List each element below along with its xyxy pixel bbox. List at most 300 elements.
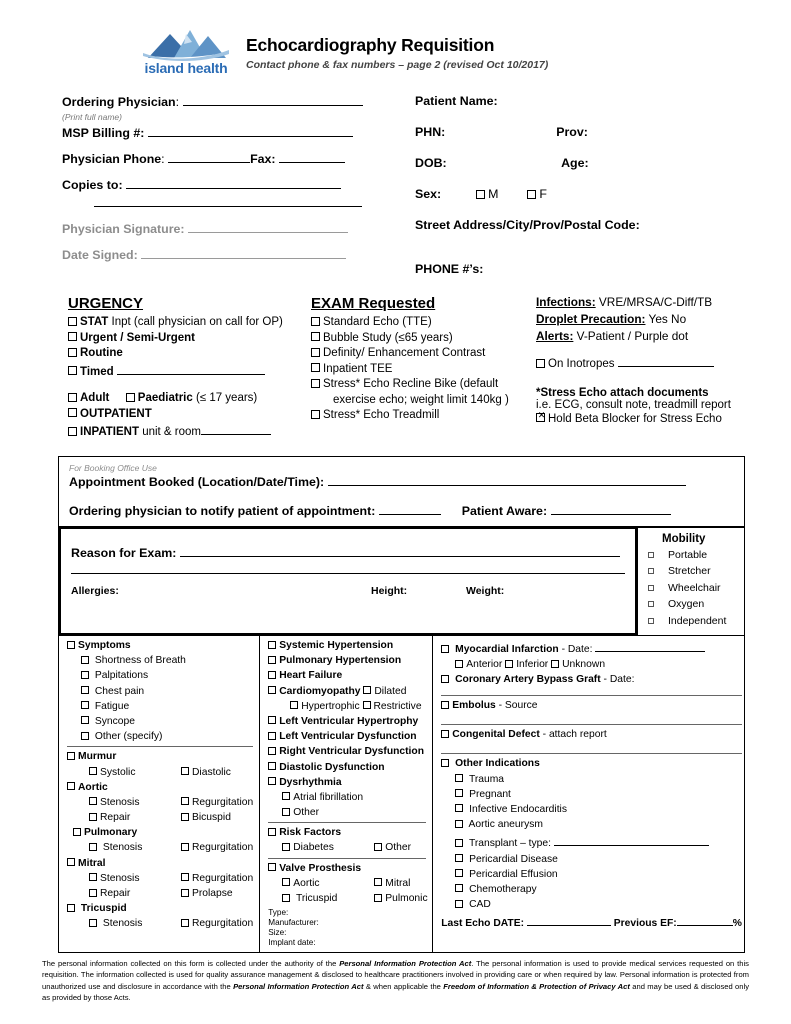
pulmonary-regurgitation-checkbox[interactable] xyxy=(181,843,189,851)
other-transplant-checkbox[interactable] xyxy=(455,839,463,847)
copies-to-label: Copies to: xyxy=(62,178,123,192)
myocardial-infarction-checkbox[interactable] xyxy=(441,645,449,653)
murmur-heading-row[interactable] xyxy=(67,751,253,762)
urgency-column xyxy=(68,295,311,442)
valve-manufacturer-label[interactable]: Manufacturer: xyxy=(268,918,319,928)
mobility-oxygen-checkbox[interactable] xyxy=(648,601,654,607)
sex-female-checkbox[interactable] xyxy=(527,190,536,199)
urgency-urgent-checkbox[interactable] xyxy=(68,332,77,341)
exam-bubble-study[interactable] xyxy=(311,332,536,344)
embolus-label: Embolus xyxy=(452,700,496,712)
allergies-label: Allergies: xyxy=(71,584,119,597)
other-indications-heading: Other Indications xyxy=(455,758,540,770)
valve-type-label[interactable]: Type: xyxy=(268,908,289,918)
mitral-regurgitation-label: Regurgitation xyxy=(192,872,254,884)
dob-row xyxy=(415,156,746,170)
dysrhythmia[interactable] xyxy=(268,777,426,788)
systemic-hypertension-checkbox[interactable] xyxy=(268,641,276,649)
aortic-repair-label: Repair xyxy=(100,812,131,824)
cardiomyopathy-row xyxy=(268,686,426,697)
reason-for-exam-row xyxy=(71,545,625,560)
valve-aortic-checkbox[interactable] xyxy=(282,878,290,886)
booking-office-box xyxy=(58,456,745,527)
pulmonary-hypertension[interactable] xyxy=(268,655,426,666)
embolus-row xyxy=(441,700,742,711)
risk-factors-checkbox[interactable] xyxy=(268,828,276,836)
date-signed-row xyxy=(62,247,397,262)
cardiomyopathy-dilated-checkbox[interactable] xyxy=(363,686,371,694)
dysrhythmia-other[interactable] xyxy=(268,807,426,818)
exam-definity-label: Definity/ Enhancement Contrast xyxy=(323,347,486,359)
age-label: Age: xyxy=(561,156,589,170)
symptoms-column xyxy=(59,636,260,952)
diastolic-dysfunction-checkbox[interactable] xyxy=(268,762,276,770)
mobility-box xyxy=(638,527,745,637)
symptom-sob-label: Shortness of Breath xyxy=(94,655,186,667)
other-endocarditis[interactable] xyxy=(441,804,742,815)
symptom-other-checkbox[interactable] xyxy=(81,732,89,740)
mitral-checkbox[interactable] xyxy=(67,858,75,866)
other-cad[interactable] xyxy=(441,899,742,910)
dysrhythmia-afib[interactable] xyxy=(268,792,426,803)
congenital-defect-note: - attach report xyxy=(539,729,607,741)
valve-row-2 xyxy=(268,893,426,904)
inpatient-note: unit & room xyxy=(139,426,201,438)
mitral-regurgitation-checkbox[interactable] xyxy=(181,873,189,881)
mi-inferior-checkbox[interactable] xyxy=(505,660,513,668)
msp-billing-input[interactable] xyxy=(148,125,353,137)
stress-echo-sub: i.e. ECG, consult note, treadmill report xyxy=(536,398,731,411)
exam-heading: EXAM Requested xyxy=(311,295,436,312)
alerts-label: Alerts: xyxy=(536,329,574,343)
aortic-regurgitation-label: Regurgitation xyxy=(192,796,254,808)
systemic-hypertension-label: Systemic Hypertension xyxy=(279,640,394,651)
reason-for-exam-label: Reason for Exam: xyxy=(71,545,177,560)
heart-failure-checkbox[interactable] xyxy=(268,671,276,679)
symptom-syncope-label: Syncope xyxy=(94,715,135,727)
mobility-oxygen[interactable] xyxy=(648,598,738,610)
exam-definity-checkbox[interactable] xyxy=(311,348,320,357)
other-chemotherapy-label: Chemotherapy xyxy=(469,883,537,895)
prov-label: Prov: xyxy=(556,125,588,139)
mi-unknown-checkbox[interactable] xyxy=(551,660,559,668)
exam-standard-echo[interactable] xyxy=(311,316,536,328)
other-pericardial-disease[interactable] xyxy=(441,854,742,865)
other-indications-checkbox[interactable] xyxy=(441,759,449,767)
valve-size-label[interactable]: Size: xyxy=(268,928,287,938)
infections-column xyxy=(536,295,751,442)
mobility-portable[interactable] xyxy=(648,549,738,561)
physician-phone-label: Physician Phone xyxy=(62,152,162,166)
mobility-independent-label: Independent xyxy=(668,614,727,627)
aortic-stenosis-checkbox[interactable] xyxy=(89,797,97,805)
exam-standard-echo-checkbox[interactable] xyxy=(311,317,320,326)
murmur-checkbox[interactable] xyxy=(67,752,75,760)
previous-ef-input[interactable] xyxy=(677,914,733,926)
date-signed-input[interactable] xyxy=(141,247,346,259)
reason-for-exam-box xyxy=(58,527,638,637)
mitral-prolapse-label: Prolapse xyxy=(192,888,233,899)
other-transplant-label: Transplant – type: xyxy=(468,838,551,850)
sex-male-checkbox[interactable] xyxy=(476,190,485,199)
mobility-independent[interactable] xyxy=(648,615,738,627)
aortic-regurgitation-checkbox[interactable] xyxy=(181,797,189,805)
lv-hypertrophy[interactable] xyxy=(268,716,426,727)
divider-cabg-embolus xyxy=(441,695,742,696)
urgency-stat[interactable] xyxy=(68,316,311,328)
mobility-portable-checkbox[interactable] xyxy=(648,552,654,558)
mobility-wheelchair[interactable] xyxy=(648,582,738,594)
valve-implant-date-label[interactable]: Implant date: xyxy=(268,938,316,948)
ordering-physician-input[interactable] xyxy=(183,94,363,106)
on-inotropes-input[interactable] xyxy=(618,355,714,367)
dysrhythmia-other-checkbox[interactable] xyxy=(282,808,290,816)
heart-failure[interactable] xyxy=(268,670,426,681)
date-signed-label: Date Signed: xyxy=(62,248,138,262)
mitral-stenosis-label: Stenosis xyxy=(100,872,140,884)
last-echo-input[interactable] xyxy=(527,914,611,926)
symptom-chest-pain-checkbox[interactable] xyxy=(81,686,89,694)
footer-part-2: . The personal information is used to provide medical services requested on this requisition. The information collected is used for quality assurance management & disclosed to healthcare practitioners involved in providing care or when required by law. Personal information is protected from unauthorized use and disclosure in accordance with the xyxy=(42,959,749,991)
cardiac-history-column xyxy=(433,636,748,952)
cardiomyopathy-restrictive-checkbox[interactable] xyxy=(363,701,371,709)
urgency-heading: URGENCY xyxy=(68,295,144,312)
exam-inpatient-tee[interactable] xyxy=(311,363,536,375)
urgency-routine[interactable] xyxy=(68,347,311,359)
sex-male-label: M xyxy=(488,187,499,201)
urgency-exam-infections-section xyxy=(0,287,791,442)
murmur-heading: Murmur xyxy=(78,751,117,763)
copies-to-row-2 xyxy=(62,195,397,210)
murmur-systolic-checkbox[interactable] xyxy=(89,767,97,775)
divider-dysrhythmia-risk xyxy=(268,822,426,823)
valve-prosthesis-heading: Valve Prosthesis xyxy=(279,862,362,874)
paediatric-checkbox[interactable] xyxy=(126,393,135,402)
symptom-syncope[interactable] xyxy=(67,716,253,727)
exam-treadmill-label: Stress* Echo Treadmill xyxy=(323,409,440,421)
mobility-portable-label: Portable xyxy=(668,548,708,561)
other-endocarditis-checkbox[interactable] xyxy=(455,804,463,812)
symptoms-heading-row[interactable] xyxy=(67,640,253,651)
exam-recline-bike-label: Stress* Echo Recline Bike (default xyxy=(323,378,499,390)
mobility-wheelchair-label: Wheelchair xyxy=(668,581,721,594)
physician-signature-input[interactable] xyxy=(188,221,348,233)
urgency-timed-input[interactable] xyxy=(117,363,265,375)
other-indications-heading-row[interactable] xyxy=(441,758,742,769)
risk-other-checkbox[interactable] xyxy=(374,843,382,851)
symptom-sob-checkbox[interactable] xyxy=(81,656,89,664)
mitral-repair-checkbox[interactable] xyxy=(89,889,97,897)
reason-for-exam-input-2[interactable] xyxy=(71,573,625,574)
fax-label: Fax: xyxy=(250,152,276,166)
aortic-heading: Aortic xyxy=(78,781,108,793)
reason-mobility-row xyxy=(58,527,745,637)
on-inotropes-checkbox[interactable] xyxy=(536,359,545,368)
reason-for-exam-input[interactable] xyxy=(180,545,620,557)
mi-unknown-label: Unknown xyxy=(562,659,606,671)
sex-label: Sex: xyxy=(415,187,442,201)
mi-date-input[interactable] xyxy=(595,640,705,652)
aortic-bicuspid-checkbox[interactable] xyxy=(181,813,189,821)
cardiomyopathy-hypertrophic-checkbox[interactable] xyxy=(290,701,298,709)
embolus-checkbox[interactable] xyxy=(441,701,449,709)
tricuspid-checkbox[interactable] xyxy=(67,904,75,912)
booking-office-note: For Booking Office Use xyxy=(69,462,157,473)
other-trauma[interactable] xyxy=(441,774,742,785)
other-trauma-label: Trauma xyxy=(468,773,505,785)
other-endocarditis-label: Infective Endocarditis xyxy=(469,803,567,815)
heart-failure-label: Heart Failure xyxy=(279,670,343,682)
dob-label: DOB: xyxy=(415,156,447,170)
urgency-stat-note: Inpt (call physician on call for OP) xyxy=(108,316,283,328)
risk-diabetes-checkbox[interactable] xyxy=(282,843,290,851)
urgency-timed-checkbox[interactable] xyxy=(68,366,77,375)
infections-row xyxy=(536,295,751,309)
other-transplant xyxy=(441,834,742,849)
dysrhythmia-label: Dysrhythmia xyxy=(279,776,342,788)
risk-factors-heading: Risk Factors xyxy=(279,827,342,839)
pulmonary-stenosis-checkbox[interactable] xyxy=(89,843,97,851)
notify-patient-row xyxy=(69,503,734,518)
exam-definity[interactable] xyxy=(311,347,536,359)
page-header xyxy=(0,0,791,82)
urgency-routine-label: Routine xyxy=(80,347,123,359)
exam-treadmill-checkbox[interactable] xyxy=(311,410,320,419)
paediatric-label: Paediatric xyxy=(137,392,193,404)
ordering-physician-label: Ordering Physician xyxy=(62,95,176,109)
mitral-prolapse-checkbox[interactable] xyxy=(181,889,189,897)
hold-beta-blocker-checkbox[interactable] xyxy=(536,413,545,422)
dysrhythmia-afib-label: Atrial fibrillation xyxy=(293,791,364,803)
lv-dysfunction-label: Left Ventricular Dysfunction xyxy=(279,731,417,743)
symptom-palpitations-checkbox[interactable] xyxy=(81,671,89,679)
privacy-footer xyxy=(42,958,749,1004)
print-full-name-note: (Print full name) xyxy=(62,112,122,122)
other-cad-label: CAD xyxy=(469,899,491,911)
dysrhythmia-other-label: Other xyxy=(293,807,320,819)
exam-recline-bike-continuation: exercise echo; weight limit 140kg ) xyxy=(333,393,509,406)
pulmonary-heading-row[interactable] xyxy=(67,827,253,838)
exam-bubble-study-checkbox[interactable] xyxy=(311,332,320,341)
cabg-checkbox[interactable] xyxy=(441,675,449,683)
mi-anterior-label: Anterior xyxy=(466,659,503,671)
outpatient-label: OUTPATIENT xyxy=(80,407,152,420)
congenital-defect-row xyxy=(441,729,742,740)
symptom-palpitations[interactable] xyxy=(67,670,253,681)
symptom-other[interactable] xyxy=(67,731,253,742)
aortic-row-2 xyxy=(67,812,253,823)
droplet-value[interactable]: Yes No xyxy=(645,312,687,326)
urgency-outpatient[interactable] xyxy=(68,408,311,420)
other-pericardial-disease-checkbox[interactable] xyxy=(455,854,463,862)
cardiomyopathy-dilated-label: Dilated xyxy=(374,685,407,697)
msp-billing-label: MSP Billing #: xyxy=(62,126,145,140)
footer-act-2: Personal Information Protection Act xyxy=(233,981,364,991)
aortic-repair-checkbox[interactable] xyxy=(89,813,97,821)
dysrhythmia-afib-checkbox[interactable] xyxy=(282,792,290,800)
other-chemotherapy[interactable] xyxy=(441,884,742,895)
hold-beta-blocker-label: Hold Beta Blocker for Stress Echo xyxy=(548,412,722,425)
symptom-sob[interactable] xyxy=(67,655,253,666)
tricuspid-stenosis-checkbox[interactable] xyxy=(89,919,97,927)
last-echo-label: Last Echo DATE: xyxy=(441,918,525,930)
other-pericardial-effusion[interactable] xyxy=(441,869,742,880)
congenital-defect-checkbox[interactable] xyxy=(441,730,449,738)
last-echo-row xyxy=(441,914,742,929)
outpatient-checkbox[interactable] xyxy=(68,408,77,417)
urgency-timed[interactable] xyxy=(68,363,311,378)
page-title: Echocardiography Requisition xyxy=(246,35,495,55)
dysrhythmia-checkbox[interactable] xyxy=(268,777,276,785)
exam-inpatient-tee-checkbox[interactable] xyxy=(311,363,320,372)
mobility-wheelchair-checkbox[interactable] xyxy=(648,585,654,591)
exam-recline-bike[interactable] xyxy=(311,378,536,390)
lv-hypertrophy-checkbox[interactable] xyxy=(268,716,276,724)
lv-dysfunction[interactable] xyxy=(268,731,426,742)
tricuspid-heading-row[interactable] xyxy=(67,903,253,914)
mitral-heading-row[interactable] xyxy=(67,858,253,869)
rv-dysfunction-checkbox[interactable] xyxy=(268,747,276,755)
mitral-stenosis-checkbox[interactable] xyxy=(89,873,97,881)
other-pericardial-effusion-checkbox[interactable] xyxy=(455,869,463,877)
pulmonary-hypertension-label: Pulmonary Hypertension xyxy=(279,655,402,667)
other-aortic-aneurysm-checkbox[interactable] xyxy=(455,820,463,828)
physician-column xyxy=(62,94,397,287)
other-pregnant-checkbox[interactable] xyxy=(455,789,463,797)
previous-ef-label: Previous EF: xyxy=(613,918,677,930)
phn-label: PHN: xyxy=(415,125,446,139)
lv-dysfunction-checkbox[interactable] xyxy=(268,732,276,740)
alerts-value: V-Patient / Purple dot xyxy=(573,329,689,343)
height-label: Height: xyxy=(371,584,408,597)
on-inotropes-label: On Inotropes xyxy=(548,358,615,370)
paediatric-note: (≤ 17 years) xyxy=(195,392,258,404)
symptom-chest-pain-label: Chest pain xyxy=(94,685,145,697)
valve-mitral-label: Mitral xyxy=(385,877,411,889)
valve-prosthesis-checkbox[interactable] xyxy=(268,863,276,871)
symptoms-checkbox[interactable] xyxy=(67,641,75,649)
on-inotropes-row[interactable] xyxy=(536,355,751,370)
systemic-hypertension[interactable] xyxy=(268,640,426,651)
copies-to-input-2[interactable] xyxy=(94,195,362,207)
inpatient-unit-input[interactable] xyxy=(201,423,271,435)
rv-dysfunction[interactable] xyxy=(268,746,426,757)
appointment-booked-input[interactable] xyxy=(328,474,686,486)
exam-inpatient-tee-label: Inpatient TEE xyxy=(323,362,393,375)
exam-column xyxy=(311,295,536,442)
other-chemotherapy-checkbox[interactable] xyxy=(455,884,463,892)
urgency-stat-checkbox[interactable] xyxy=(68,317,77,326)
murmur-systolic-label: Systolic xyxy=(100,766,136,778)
sex-female-label: F xyxy=(539,187,547,201)
copies-to-input[interactable] xyxy=(126,177,341,189)
mitral-repair-label: Repair xyxy=(100,888,131,899)
mobility-heading: Mobility xyxy=(662,532,706,545)
patient-phone-row xyxy=(415,262,746,276)
diastolic-dysfunction[interactable] xyxy=(268,762,426,773)
valve-tricuspid-label: Tricuspid xyxy=(295,893,338,904)
adult-checkbox[interactable] xyxy=(68,393,77,402)
tricuspid-regurgitation-checkbox[interactable] xyxy=(181,919,189,927)
mobility-independent-checkbox[interactable] xyxy=(648,618,654,624)
risk-diabetes-label: Diabetes xyxy=(293,842,334,854)
rv-dysfunction-label: Right Ventricular Dysfunction xyxy=(279,746,424,758)
aortic-heading-row[interactable] xyxy=(67,782,253,793)
exam-recline-bike-checkbox[interactable] xyxy=(311,379,320,388)
infections-value: VRE/MRSA/C-Diff/TB xyxy=(595,295,713,309)
inpatient-checkbox[interactable] xyxy=(68,427,77,436)
valve-tricuspid-checkbox[interactable] xyxy=(282,894,290,902)
other-transplant-input[interactable] xyxy=(554,834,709,846)
valve-mitral-checkbox[interactable] xyxy=(374,878,382,886)
urgency-stat-label: STAT xyxy=(80,316,109,328)
pulmonary-row xyxy=(67,842,253,853)
patient-column xyxy=(397,94,746,287)
pulmonary-regurgitation-label: Regurgitation xyxy=(192,842,254,854)
tricuspid-regurgitation-label: Regurgitation xyxy=(192,918,254,930)
exam-treadmill[interactable] xyxy=(311,409,536,421)
pulmonary-checkbox[interactable] xyxy=(73,828,81,836)
symptom-fatigue-label: Fatigue xyxy=(94,700,130,712)
mitral-row-2 xyxy=(67,888,253,899)
copies-to-row xyxy=(62,177,397,192)
patient-name-label: Patient Name: xyxy=(415,94,498,108)
other-aortic-aneurysm[interactable] xyxy=(441,819,742,830)
hold-beta-blocker-row[interactable] xyxy=(536,413,751,425)
notify-patient-input[interactable] xyxy=(379,503,441,515)
mi-anterior-checkbox[interactable] xyxy=(455,660,463,668)
urgency-age-group-row xyxy=(68,392,311,404)
cardiomyopathy-checkbox[interactable] xyxy=(268,686,276,694)
pulmonary-hypertension-checkbox[interactable] xyxy=(268,656,276,664)
murmur-diastolic-checkbox[interactable] xyxy=(181,767,189,775)
symptom-fatigue-checkbox[interactable] xyxy=(81,701,89,709)
pulmonary-heading: Pulmonary xyxy=(84,827,138,839)
other-trauma-checkbox[interactable] xyxy=(455,774,463,782)
symptom-syncope-checkbox[interactable] xyxy=(81,716,89,724)
symptom-chest-pain[interactable] xyxy=(67,686,253,697)
cardiomyopathy-label: Cardiomyopathy xyxy=(279,685,361,697)
cardiomyopathy-restrictive-label: Restrictive xyxy=(373,700,422,712)
address-row xyxy=(415,218,746,232)
other-cad-checkbox[interactable] xyxy=(455,900,463,908)
urgency-urgent[interactable] xyxy=(68,332,311,344)
patient-aware-input[interactable] xyxy=(551,503,671,515)
urgency-routine-checkbox[interactable] xyxy=(68,348,77,357)
other-pregnant[interactable] xyxy=(441,789,742,800)
valve-pulmonic-checkbox[interactable] xyxy=(374,894,382,902)
risk-factors-heading-row[interactable] xyxy=(268,827,426,838)
murmur-options xyxy=(67,767,253,778)
symptom-fatigue[interactable] xyxy=(67,701,253,712)
mitral-heading: Mitral xyxy=(78,857,106,869)
urgency-inpatient[interactable] xyxy=(68,423,311,438)
aortic-checkbox[interactable] xyxy=(67,782,75,790)
footer-part-1: The personal information collected on this form is collected under the authority of the xyxy=(42,959,340,968)
lv-hypertrophy-label: Left Ventricular Hypertrophy xyxy=(279,715,419,727)
valve-prosthesis-heading-row[interactable] xyxy=(268,863,426,874)
appointment-booked-row xyxy=(69,474,734,489)
percent-symbol: % xyxy=(732,918,742,930)
physician-phone-input[interactable] xyxy=(168,151,250,163)
aortic-row-1 xyxy=(67,797,253,808)
divider-risk-valve xyxy=(268,858,426,859)
droplet-label: Droplet Precaution: xyxy=(536,312,646,326)
mobility-stretcher-checkbox[interactable] xyxy=(648,568,654,574)
mobility-stretcher[interactable] xyxy=(648,565,738,577)
page-subtitle: Contact phone & fax numbers – page 2 (revised Oct 10/2017) xyxy=(246,59,549,71)
fax-input[interactable] xyxy=(279,151,345,163)
